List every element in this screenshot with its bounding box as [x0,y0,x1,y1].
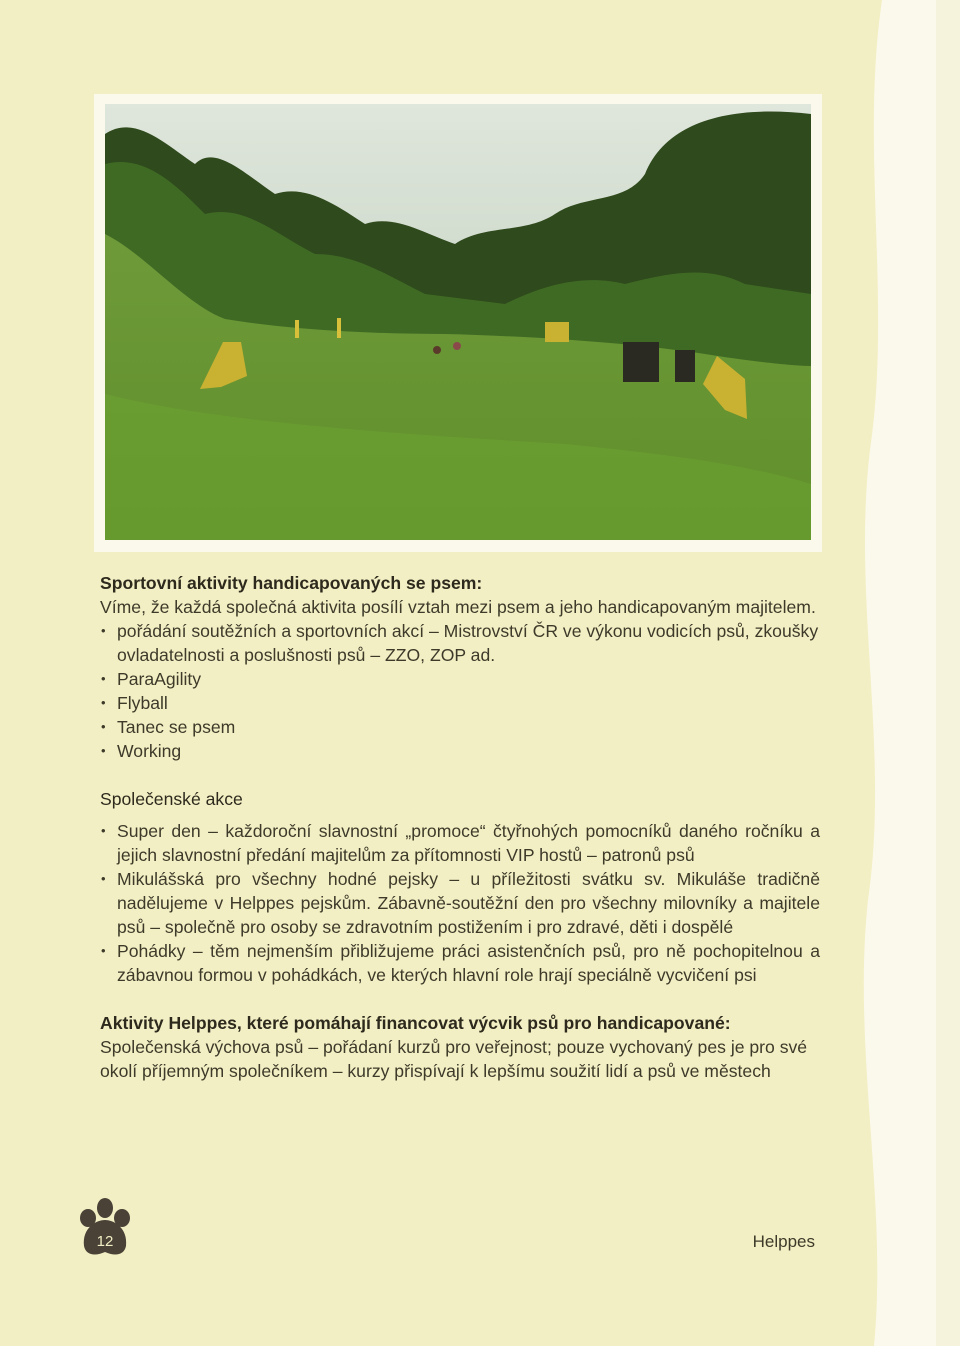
section-text-funding: Společenská výchova psů – pořádaní kurzů pro veřejnost; pouze vychovaný pes je pro své okolí příjemným společníkem – kurzy přispívají k lepšímu soužití lidí a psů ve městech [100,1037,808,1081]
section-intro-sport: Víme, že každá společná aktivita posílí vztah mezi psem a jeho handicapovaným majitelem. [100,597,816,617]
list-item: • Working [100,739,820,763]
section-heading-funding: Aktivity Helppes, které pomáhají financovat výcvik psů pro handicapované: [100,1013,731,1033]
sport-activities-list [100,619,820,763]
section-heading-social: Společenské akce [100,789,243,809]
footer-brand: Helppes [752,1232,815,1251]
list-item: • Pohádky – těm nejmenším přibližujeme práci asistenčních psů, pro ně pochopitelnou a zábavnou formou v pohádkách, ve kterých hlavní role hrají speciálně vycvičení psi [100,939,820,987]
social-events-list [100,819,820,987]
list-item: • pořádání soutěžních a sportovních akcí – Mistrovství ČR ve výkonu vodicích psů, zkoušky ovladatelnosti a poslušnosti psů – ZZO, ZOP ad. [100,619,820,667]
list-item: • Super den – každoroční slavnostní „promoce“ čtyřnohých pomocníků daného ročníku a jejich slavnostní předání majitelům za přítomnosti VIP hostů – patronů psů [100,819,820,867]
list-item: • Mikulášská pro všechny hodné pejsky – u příležitosti svátku sv. Mikuláše tradičně nadělujeme v Helppes pejskům. Zábavně-soutěžní den pro všechny milovníky a majitele psů – společně pro osoby se zdravotním postižením i pro zdravé, děti i dospělé [100,867,820,939]
list-item: • Tanec se psem [100,715,820,739]
list-item: • Flyball [100,691,820,715]
decorative-page-edge [852,0,960,1346]
section-heading-sport: Sportovní aktivity handicapovaných se psem: [100,573,483,593]
dog-training-field-photo [105,104,811,540]
main-text [100,571,820,1083]
list-item: • ParaAgility [100,667,820,691]
page-number: 12 [96,1233,114,1250]
